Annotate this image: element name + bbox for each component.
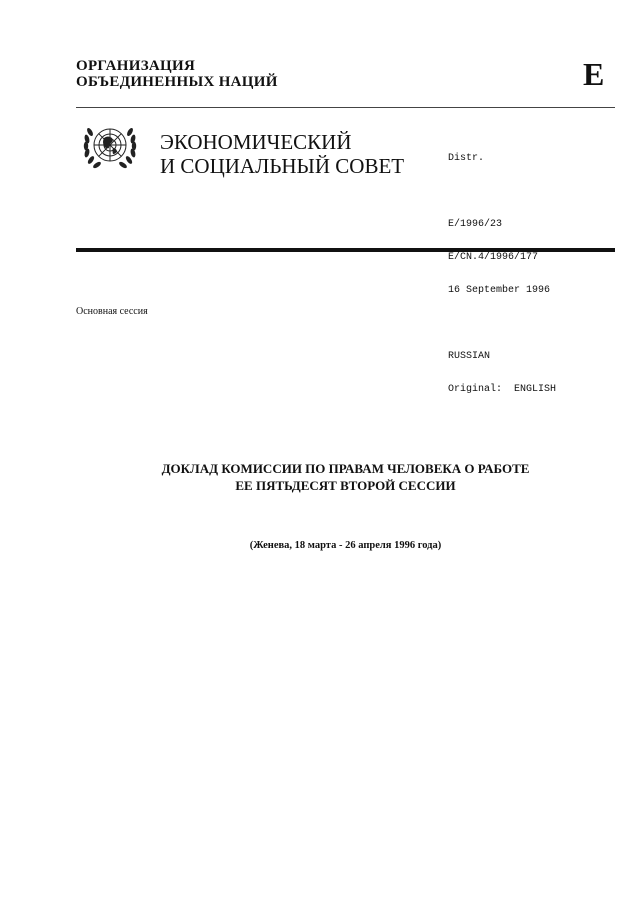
org-name-line2: ОБЪЕДИНЕННЫХ НАЦИЙ [76, 74, 278, 90]
un-emblem-icon [78, 118, 142, 176]
organization-name [76, 58, 278, 90]
report-title [76, 460, 615, 494]
session-label: Основная сессия [76, 306, 148, 317]
original-language: Original: ENGLISH [448, 384, 557, 395]
language-letter: E [583, 56, 605, 92]
council-name-line1: ЭКОНОМИЧЕСКИЙ [160, 130, 352, 154]
document-language: RUSSIAN [448, 351, 491, 362]
council-name [160, 130, 404, 178]
report-title-line1: ДОКЛАД КОМИССИИ ПО ПРАВАМ ЧЕЛОВЕКА О РАБОТЕ [161, 461, 530, 476]
header-thick-divider [76, 248, 615, 252]
document-symbol-2: E/CN.4/1996/177 [448, 252, 539, 263]
document-symbol-1: E/1996/23 [448, 219, 503, 230]
org-name-line1: ОРГАНИЗАЦИЯ [76, 58, 196, 74]
report-title-line2: ЕЕ ПЯТЬДЕСЯТ ВТОРОЙ СЕССИИ [235, 478, 456, 493]
council-name-line2: И СОЦИАЛЬНЫЙ СОВЕТ [160, 154, 405, 178]
report-subtitle: (Женева, 18 марта - 26 апреля 1996 года) [249, 540, 442, 551]
document-date: 16 September 1996 [448, 285, 551, 296]
distribution-label: Distr. [448, 153, 485, 164]
header-divider [76, 107, 615, 108]
document-info [448, 131, 556, 417]
